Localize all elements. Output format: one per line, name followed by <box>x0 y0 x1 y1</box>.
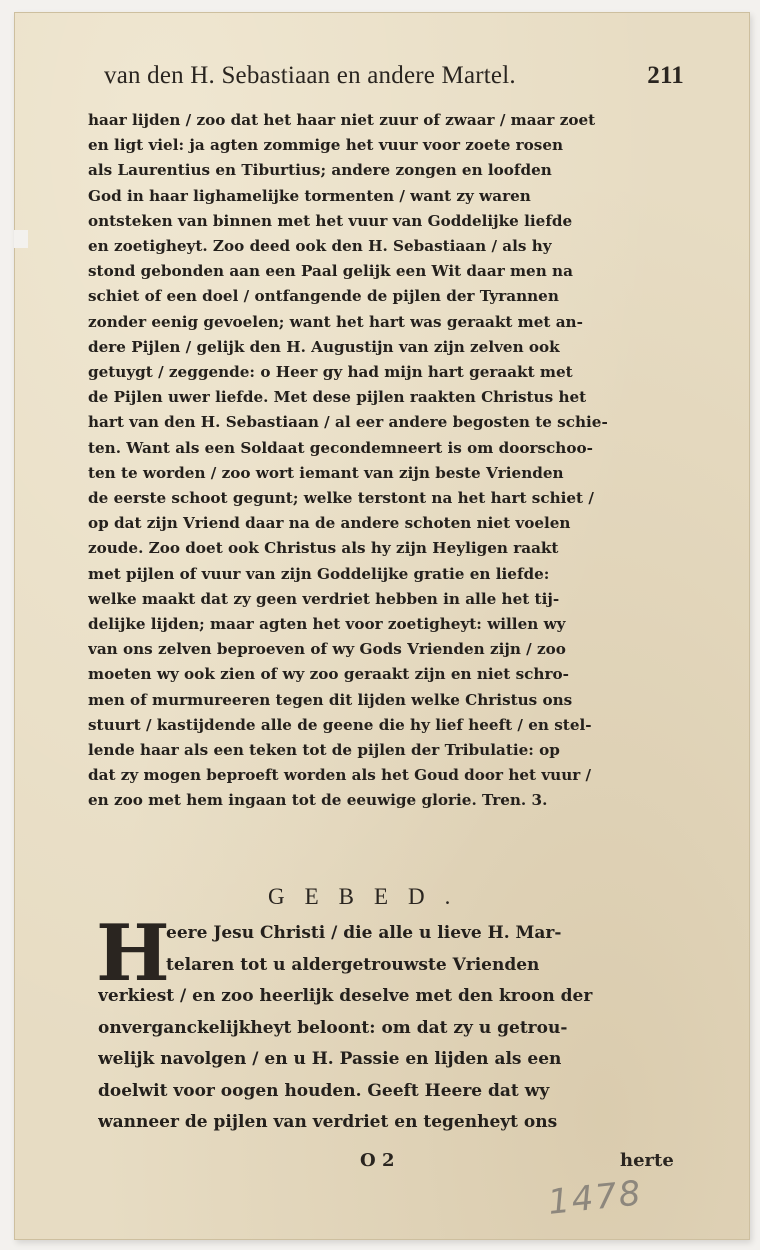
text-line: en zoetigheyt. Zoo deed ook den H. Sebastiaan / als hy <box>88 237 552 256</box>
page-number: 211 <box>647 62 684 89</box>
prayer-text <box>98 918 684 1139</box>
text-line: met pijlen of vuur van zijn Goddelijke gratie en liefde: <box>88 564 550 583</box>
text-line: ontsteken van binnen met het vuur van Goddelijke liefde <box>88 211 573 230</box>
text-line: stond gebonden aan een Paal gelijk een Wit daar men na <box>88 262 573 281</box>
text-line: getuygt / zeggende: o Heer gy had mijn hart geraakt met <box>88 363 573 382</box>
text-line: dere Pijlen / gelijk den H. Augustijn van zijn zelven ook <box>88 337 560 356</box>
text-line: delijke lijden; maar agten het voor zoetigheyt: willen wy <box>88 615 566 634</box>
text-line: de Pijlen uwer liefde. Met dese pijlen raakten Christus het <box>88 388 587 407</box>
prayer-line: onverganckelijkheyt beloont: om dat zy u getrou- <box>98 1017 568 1038</box>
pencil-annotation: 1478 <box>546 1173 645 1223</box>
text-line: stuurt / kastijdende alle de geene die hy lief heeft / en stel- <box>88 715 592 734</box>
drop-cap: H <box>96 908 170 999</box>
text-line: dat zy mogen beproeft worden als het Goud door het vuur / <box>88 766 592 785</box>
prayer-line: verkiest / en zoo heerlijk deselve met den kroon der <box>98 986 593 1006</box>
running-header <box>104 62 684 90</box>
text-line: als Laurentius en Tiburtius; andere zongen en loofden <box>88 161 552 180</box>
text-line: ten te worden / zoo wort iemant van zijn beste Vrienden <box>88 463 564 482</box>
text-line: God in haar lighamelijke tormenten / want zy waren <box>88 186 531 205</box>
text-line: schiet of een doel / ontfangende de pijlen der Tyrannen <box>88 287 559 306</box>
torn-edge <box>14 230 28 248</box>
prayer-line: welijk navolgen / en u H. Passie en lijden als een <box>98 1049 562 1069</box>
prayer-title: GEBED. <box>268 884 471 909</box>
text-line: en ligt viel: ja agten zommige het vuur voor zoete rosen <box>88 136 564 155</box>
text-line: moeten wy ook zien of wy zoo geraakt zijn en niet schro- <box>88 665 569 684</box>
catchword: herte <box>620 1150 674 1171</box>
text-line: haar lijden / zoo dat het haar niet zuur of zwaar / maar zoet <box>88 111 596 129</box>
text-line: ten. Want als een Soldaat gecondemneert is om doorschoo- <box>88 438 593 457</box>
prayer-line: doelwit voor oogen houden. Geeft Heere dat wy <box>98 1080 550 1101</box>
prayer-line: wanneer de pijlen van verdriet en tegenheyt ons <box>98 1112 558 1132</box>
text-line: van ons zelven beproeven of wy Gods Vrienden zijn / zoo <box>88 640 566 659</box>
prayer-line: eere Jesu Christi / die alle u lieve H. Mar- <box>166 923 562 943</box>
text-line: lende haar als een teken tot de pijlen der Tribulatie: op <box>88 741 560 760</box>
text-line: de eerste schoot gegunt; welke terstont na het hart schiet / <box>88 489 594 508</box>
text-line: hart van den H. Sebastiaan / al eer andere begosten te schie- <box>88 413 608 432</box>
text-line: zonder eenig gevoelen; want het hart was geraakt met an- <box>88 312 583 331</box>
text-line: men of murmureeren tegen dit lijden welke Christus ons <box>88 690 573 709</box>
text-line: en zoo met hem ingaan tot de eeuwige glorie. Tren. 3. <box>88 791 548 810</box>
text-line: zoude. Zoo doet ook Christus als hy zijn Heyligen raakt <box>88 539 559 558</box>
text-line: op dat zijn Vriend daar na de andere schoten niet voelen <box>88 514 571 533</box>
signature-mark: O 2 <box>360 1150 395 1171</box>
prayer-line: telaren tot u aldergetrouwste Vrienden <box>166 954 540 975</box>
running-title: van den H. Sebastiaan en andere Martel. <box>104 62 516 89</box>
text-line: welke maakt dat zy geen verdriet hebben in alle het tij- <box>88 589 560 608</box>
body-text <box>88 108 684 814</box>
